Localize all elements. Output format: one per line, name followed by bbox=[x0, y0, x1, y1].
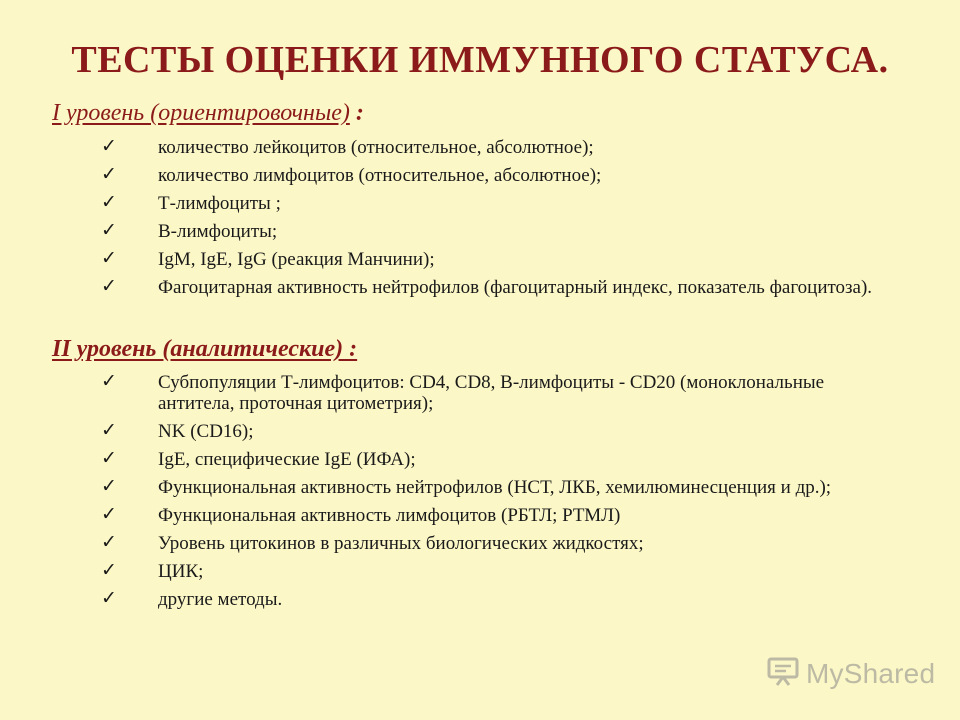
section-heading-suffix: : bbox=[349, 100, 364, 126]
list-item bbox=[0, 589, 960, 610]
list-item bbox=[0, 533, 960, 554]
checkmark-icon: ✓ bbox=[101, 475, 117, 497]
checkmark-icon: ✓ bbox=[101, 163, 117, 185]
list-item bbox=[0, 421, 960, 442]
list-item-text: количество лейкоцитов (относительное, абсолютное); bbox=[158, 137, 594, 158]
list-item-text: Функциональная активность нейтрофилов (НСТ, ЛКБ, хемилюминесценция и др.); bbox=[158, 477, 832, 498]
section-heading-level-2 bbox=[52, 336, 357, 363]
watermark-text: MyShared bbox=[806, 657, 936, 689]
checkmark-icon: ✓ bbox=[101, 587, 117, 609]
checkmark-icon: ✓ bbox=[101, 447, 117, 469]
checkmark-icon: ✓ bbox=[101, 531, 117, 553]
list-item bbox=[0, 372, 960, 414]
list-item bbox=[0, 449, 960, 470]
list-item bbox=[0, 561, 960, 582]
checkmark-icon: ✓ bbox=[101, 135, 117, 157]
checkmark-icon: ✓ bbox=[101, 219, 117, 241]
section-heading-text: I уровень (ориентировочные) bbox=[52, 100, 350, 126]
list-item-text: IgM, IgE, IgG (реакция Манчини); bbox=[158, 249, 435, 270]
section-heading-text: II уровень (аналитические) : bbox=[52, 336, 358, 362]
checkmark-icon: ✓ bbox=[101, 275, 117, 297]
list-item bbox=[0, 221, 960, 242]
presentation-board-icon bbox=[766, 656, 800, 691]
list-item-text: Функциональная активность лимфоцитов (РБТЛ; РТМЛ) bbox=[158, 505, 621, 526]
checkmark-icon: ✓ bbox=[101, 419, 117, 441]
test-list-level-2 bbox=[0, 372, 960, 617]
list-item-text: IgE, специфические IgE (ИФА); bbox=[158, 449, 416, 470]
list-item bbox=[0, 137, 960, 158]
list-item-text: NK (CD16); bbox=[158, 421, 254, 442]
list-item-text: другие методы. bbox=[158, 589, 283, 610]
list-item-text: количество лимфоцитов (относительное, абсолютное); bbox=[158, 165, 602, 186]
list-item bbox=[0, 505, 960, 526]
list-item-text: В-лимфоциты; bbox=[158, 221, 278, 242]
test-list-level-1 bbox=[0, 137, 960, 305]
list-item-text: Фагоцитарная активность нейтрофилов (фагоцитарный индекс, показатель фагоцитоза). bbox=[158, 277, 873, 298]
list-item bbox=[0, 477, 960, 498]
checkmark-icon: ✓ bbox=[101, 503, 117, 525]
list-item-text: Т-лимфоциты ; bbox=[158, 193, 281, 214]
slide-title: ТЕСТЫ ОЦЕНКИ ИММУННОГО СТАТУСА. bbox=[71, 39, 889, 81]
watermark bbox=[766, 656, 935, 691]
section-heading-level-1 bbox=[52, 100, 364, 127]
list-item bbox=[0, 249, 960, 270]
checkmark-icon: ✓ bbox=[101, 559, 117, 581]
checkmark-icon: ✓ bbox=[101, 191, 117, 213]
list-item-text: ЦИК; bbox=[158, 561, 204, 582]
list-item-text: Уровень цитокинов в различных биологических жидкостях; bbox=[158, 533, 644, 554]
checkmark-icon: ✓ bbox=[101, 370, 117, 392]
list-item bbox=[0, 277, 960, 298]
list-item-text: Субпопуляции Т-лимфоцитов: CD4, CD8, В-лимфоциты - CD20 (моноклональные антитела, проточная цитометрия); bbox=[158, 372, 825, 414]
list-item bbox=[0, 165, 960, 186]
checkmark-icon: ✓ bbox=[101, 247, 117, 269]
list-item bbox=[0, 193, 960, 214]
